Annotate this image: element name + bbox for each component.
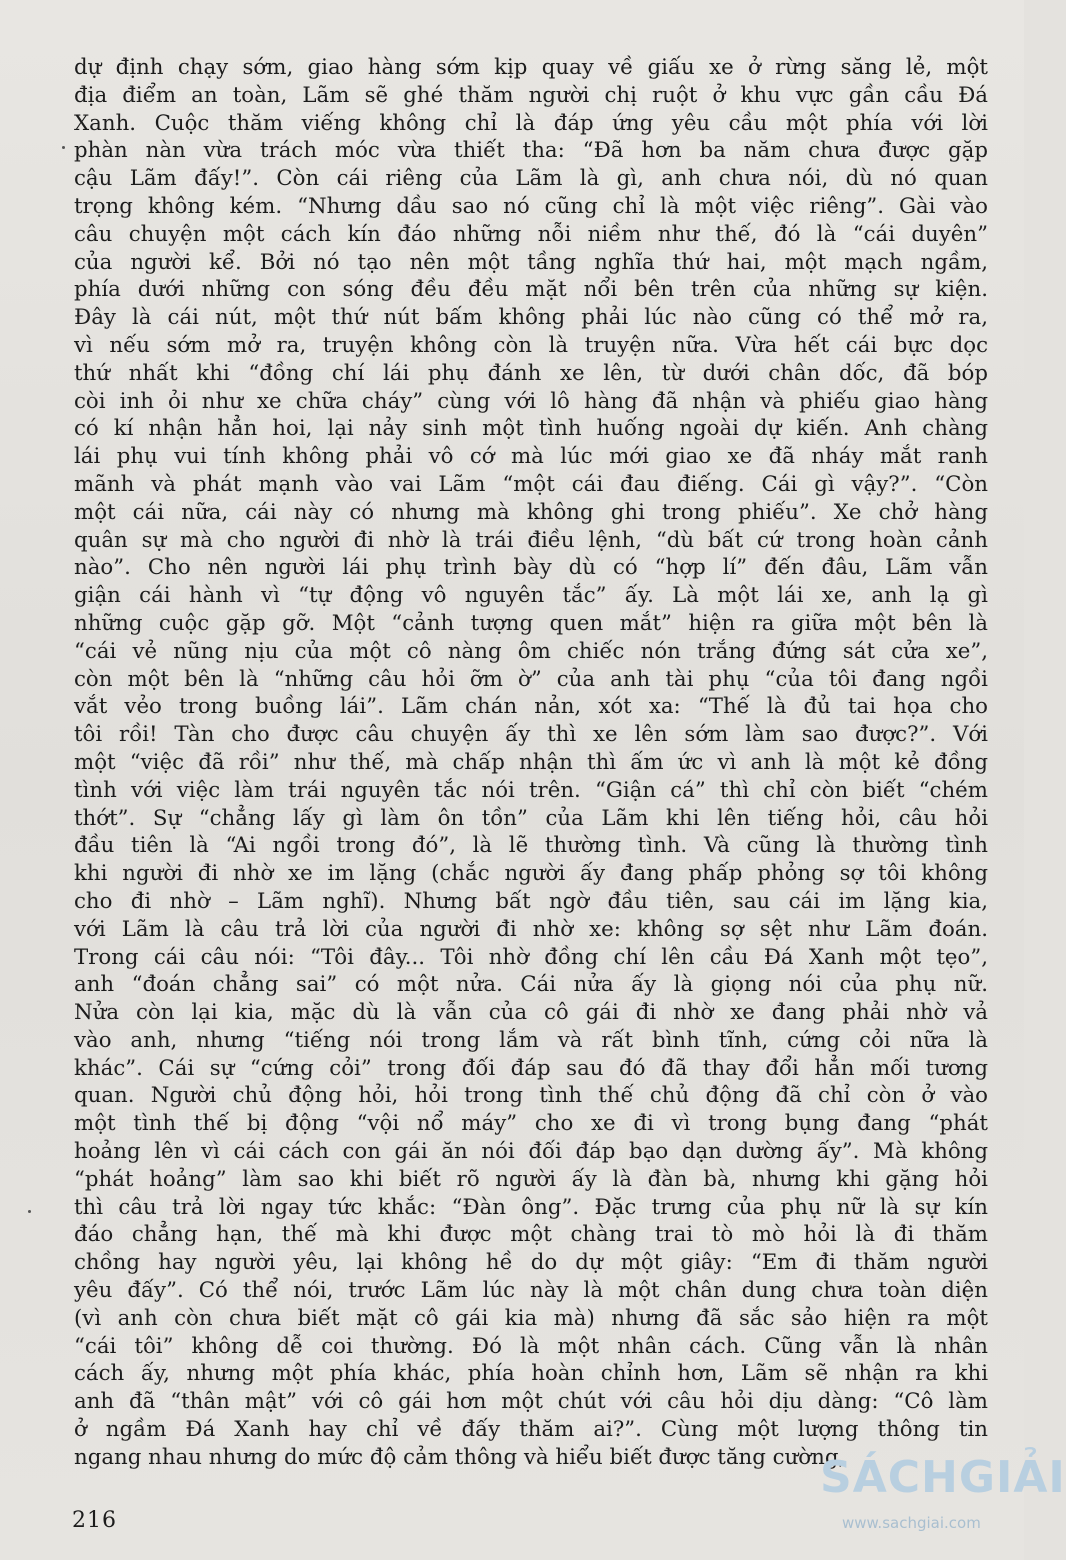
text-line: anh đã “thân mật” với cô gái hơn một chút với câu hỏi dịu dàng: “Cô làm [74, 1389, 988, 1415]
text-line: “phát hoảng” làm sao khi biết rõ người ấy là đàn bà, nhưng khi gặng hỏi [74, 1166, 988, 1192]
margin-speck [28, 1210, 31, 1213]
text-line: cách ấy, nhưng một phía khác, phía hoàn chỉnh hơn, Lãm sẽ nhận ra khi [74, 1361, 988, 1387]
text-line: một tình thế bị động “vội nổ máy” cho xe đi vì trong bụng đang “phát [74, 1111, 988, 1137]
text-line: thứ nhất khi “đồng chí lái phụ đánh xe lên, từ dưới chân dốc, đã bóp [74, 360, 988, 386]
text-line: câu chuyện một cách kín đáo những nỗi niềm như thế, đó là “cái duyên” [74, 221, 988, 247]
body-text [74, 54, 988, 1472]
text-line: (vì anh còn chưa biết mặt cô gái kia mà) nhưng đã sắc sảo hiện ra một [74, 1305, 988, 1331]
watermark [812, 1452, 1066, 1548]
text-line: vắt vẻo trong buồng lái”. Lãm chán nản, xót xa: “Thế là đủ tai họa cho [74, 694, 988, 720]
text-line: địa điểm an toàn, Lãm sẽ ghé thăm người chị ruột ở khu vực gần cầu Đá [74, 82, 988, 108]
text-line: “cái tôi” không dễ coi thường. Đó là một nhân cách. Cũng vẫn là nhân [74, 1333, 988, 1359]
text-line: tình với việc làm trái nguyên tắc nói trên. “Giận cá” thì chỉ còn biết “chém [74, 777, 988, 803]
text-line: những cuộc gặp gỡ. Một “cảnh tượng quen mắt” hiện ra giữa một bên là [74, 610, 988, 636]
text-line: anh “đoán chẳng sai” có một nửa. Cái nửa ấy là giọng nói của phụ nữ. [74, 972, 988, 998]
margin-speck [62, 146, 65, 149]
text-line: cho đi nhờ – Lãm nghĩ). Nhưng bất ngờ đầu tiên, sau cái im lặng kia, [74, 888, 988, 914]
text-line: của người kể. Bởi nó tạo nên một tầng nghĩa thứ hai, một mạch ngầm, [74, 249, 988, 275]
text-line: ngang nhau nhưng do mức độ cảm thông và hiểu biết được tăng cường, [74, 1444, 846, 1470]
text-line: trọng không kém. “Nhưng dầu sao nó cũng chỉ là một việc riêng”. Gài vào [74, 193, 988, 219]
text-line: Xanh. Cuộc thăm viếng không chỉ là đáp ứng yêu cầu một phía với lời [74, 110, 988, 136]
text-line: chồng hay người yêu, lại không hề do dự một giây: “Em đi thăm người [74, 1250, 988, 1276]
text-line: với Lãm là câu trả lời của người đi nhờ xe: không sợ sệt như Lãm đoán. [74, 916, 988, 942]
text-line: thớt”. Sự “chẳng lấy gì làm ôn tồn” của Lãm khi lên tiếng hỏi, câu hỏi [74, 805, 988, 831]
text-line: đáo chẳng hạn, thế mà khi được một chàng trai tò mò hỏi là đi thăm [74, 1222, 988, 1248]
text-line: thì câu trả lời ngay tức khắc: “Đàn ông”. Đặc trưng của phụ nữ là sự kín [74, 1194, 988, 1220]
text-line: ở ngầm Đá Xanh hay chỉ về đấy thăm ai?”. Cùng một lượng thông tin [74, 1417, 988, 1443]
text-line: một “việc đã rồi” như thế, mà chấp nhận thì ấm ức vì anh là một kẻ đồng [74, 749, 988, 775]
text-line: giận cái hành vì “tự động vô nguyên tắc” ấy. Là một lái xe, anh lạ gì [74, 583, 988, 609]
text-line: Đây là cái nút, một thứ nút bấm không phải lúc nào cũng có thể mở ra, [74, 305, 988, 331]
text-line: hoảng lên vì cái cách con gái ăn nói đối đáp bạo dạn dường ấy”. Mà không [74, 1139, 988, 1165]
text-line: lái phụ vui tính không phải vô cớ mà lúc mới giao xe đã nháy mắt ranh [74, 444, 988, 470]
text-line: còi inh ỏi như xe chữa cháy” cùng với lô hàng đã nhận và phiếu giao hàng [74, 388, 988, 414]
text-line: đầu tiên là “Ai ngồi trong đó”, là lẽ thường tình. Và cũng là thường tình [74, 833, 988, 859]
text-line: vì nếu sớm mở ra, truyện không còn là truyện nữa. Vừa hết cái bực dọc [74, 332, 988, 358]
text-line: một cái nữa, cái này có nhưng mà không ghi trong phiếu”. Xe chở hàng [74, 499, 988, 525]
text-line: cậu Lãm đấy!”. Còn cái riêng của Lãm là gì, anh chưa nói, dù nó quan [74, 166, 988, 192]
text-line: phàn nàn vừa trách móc vừa thiết tha: “Đã hơn ba năm chưa được gặp [74, 138, 988, 164]
text-line: có kí nhận hẳn hoi, lại nảy sinh một tình huống ngoài dự kiến. Anh chàng [74, 416, 988, 442]
watermark-brand: SÁCHGIẢI [820, 1452, 1066, 1503]
text-line: khi người đi nhờ xe im lặng (chắc người ấy đang phấp phỏng sợ tôi không [74, 861, 988, 887]
text-line: Nửa còn lại kia, mặc dù là vẫn của cô gái đi nhờ xe đang phải nhờ vả [74, 1000, 988, 1026]
text-line: phía dưới những con sóng đều đều mặt nổi bên trên của những sự kiện. [74, 277, 988, 303]
page-number: 216 [72, 1508, 117, 1533]
text-line: nào”. Cho nên người lái phụ trình bày dù có “hợp lí” đến đâu, Lãm vẫn [74, 555, 988, 581]
text-line: khác”. Cái sự “cứng cỏi” trong đối đáp sau đó đã thay đổi hẳn mối tương [74, 1055, 988, 1081]
text-line: dự định chạy sớm, giao hàng sớm kịp quay về giấu xe ở rừng săng lẻ, một [74, 55, 988, 80]
text-line: còn một bên là “những câu hỏi ỡm ờ” của anh tài phụ “của tôi đang ngồi [74, 666, 988, 692]
text-line: quân sự mà cho người đi nhờ là trái điều lệnh, “dù bất cứ trong hoàn cảnh [74, 527, 988, 553]
text-line: mãnh và phát mạnh vào vai Lãm “một cái đau điếng. Cái gì vậy?”. “Còn [74, 471, 988, 497]
text-line: quan. Người chủ động hỏi, hỏi trong tình thế chủ động đã chỉ còn ở vào [74, 1083, 988, 1109]
text-line: “cái vẻ nũng nịu của một cô nàng ôm chiếc nón trắng đứng sát cửa xe”, [74, 638, 988, 664]
text-line: tôi rồi! Tàn cho được câu chuyện ấy thì xe lên sớm làm sao được?”. Với [74, 722, 988, 748]
watermark-url: www.sachgiai.com [842, 1514, 981, 1532]
text-line: vào anh, nhưng “tiếng nói trong lắm và rất bình tĩnh, cứng cỏi nữa là [74, 1027, 988, 1053]
text-line: yêu đấy”. Có thể nói, trước Lãm lúc này là một chân dung chưa toàn diện [74, 1278, 988, 1304]
text-line: Trong cái câu nói: “Tôi đây... Tôi nhờ đồng chí lên cầu Đá Xanh một tẹo”, [74, 944, 988, 970]
